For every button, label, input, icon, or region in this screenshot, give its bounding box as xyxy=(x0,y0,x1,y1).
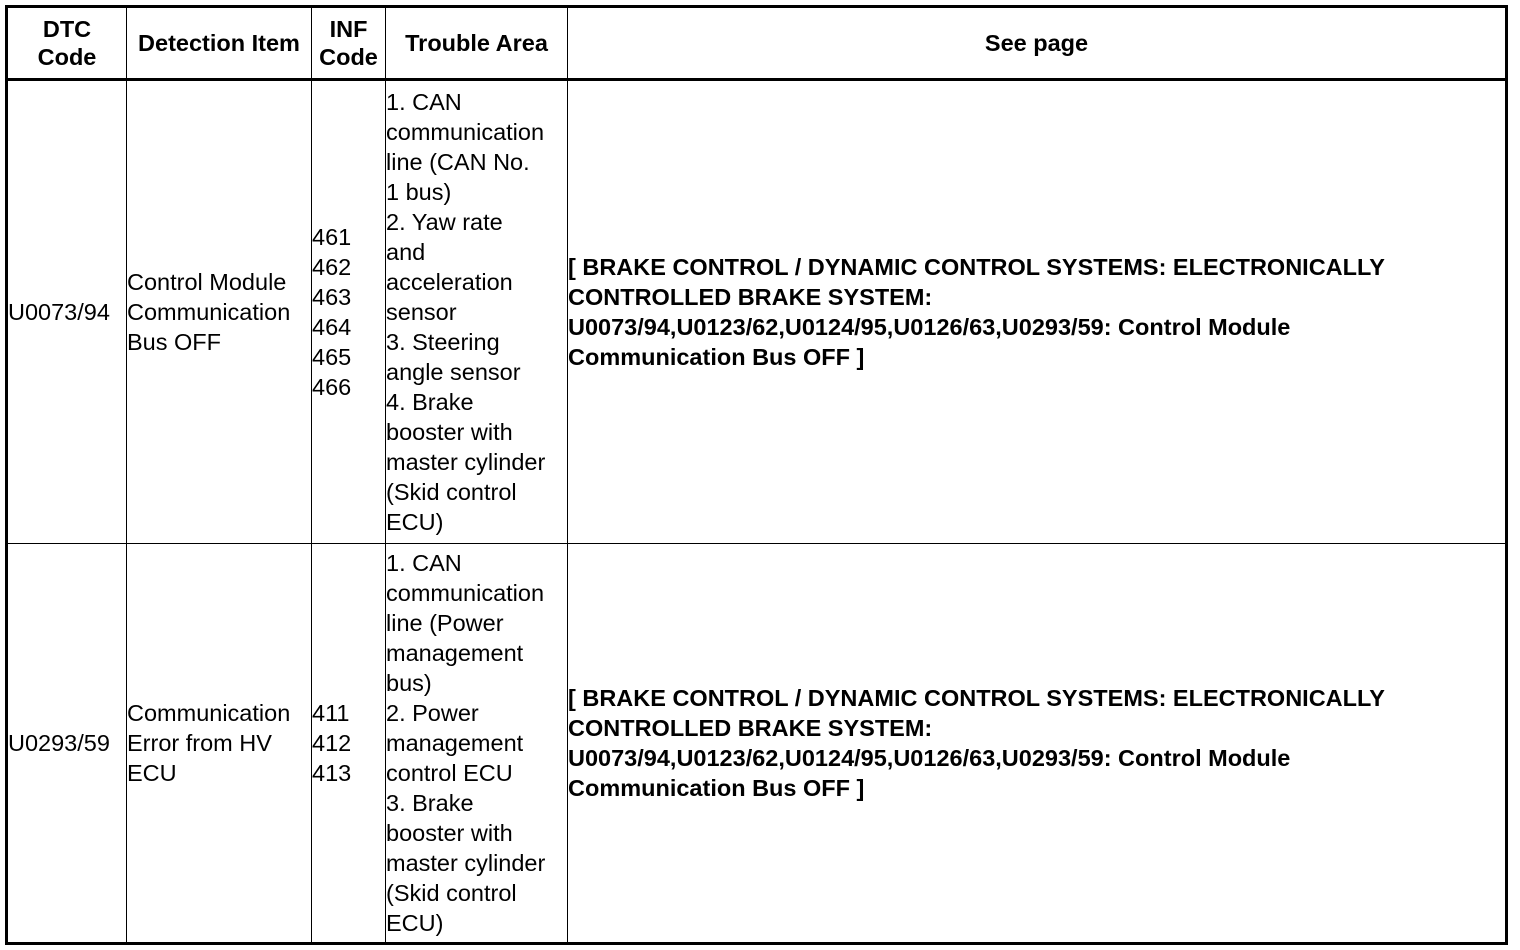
inf-code-cell: 461 462 463 464 465 466 xyxy=(312,80,386,544)
header-inf-code: INF Code xyxy=(312,7,386,80)
dtc-code-cell: U0293/59 xyxy=(7,544,127,944)
trouble-area-cell: 1. CAN communication line (Power management bus) 2. Power management control ECU 3. Brake booster with master cylinder (Skid control ECU) xyxy=(386,544,568,944)
detection-item-cell: Control Module Communication Bus OFF xyxy=(127,80,312,544)
table-header xyxy=(7,7,1507,80)
header-detection-item: Detection Item xyxy=(127,7,312,80)
dtc-code-cell: U0073/94 xyxy=(7,80,127,544)
header-row xyxy=(7,7,1507,80)
see-page-link[interactable]: [ BRAKE CONTROL / DYNAMIC CONTROL SYSTEMS: ELECTRONICALLY CONTROLLED BRAKE SYSTEM: U0073/94,U0123/62,U0124/95,U0126/63,U0293/59: Control Module Communication Bus OFF ] xyxy=(568,80,1507,544)
header-dtc-code: DTC Code xyxy=(7,7,127,80)
table-row xyxy=(7,544,1507,944)
see-page-link[interactable]: [ BRAKE CONTROL / DYNAMIC CONTROL SYSTEMS: ELECTRONICALLY CONTROLLED BRAKE SYSTEM: U0073/94,U0123/62,U0124/95,U0126/63,U0293/59: Control Module Communication Bus OFF ] xyxy=(568,544,1507,944)
detection-item-cell: Communication Error from HV ECU xyxy=(127,544,312,944)
header-see-page: See page xyxy=(568,7,1507,80)
header-trouble-area: Trouble Area xyxy=(386,7,568,80)
dtc-table xyxy=(5,5,1508,945)
trouble-area-cell: 1. CAN communication line (CAN No. 1 bus) 2. Yaw rate and acceleration sensor 3. Steering angle sensor 4. Brake booster with master cylinder (Skid control ECU) xyxy=(386,80,568,544)
inf-code-cell: 411 412 413 xyxy=(312,544,386,944)
table-body xyxy=(7,80,1507,944)
table-row xyxy=(7,80,1507,544)
